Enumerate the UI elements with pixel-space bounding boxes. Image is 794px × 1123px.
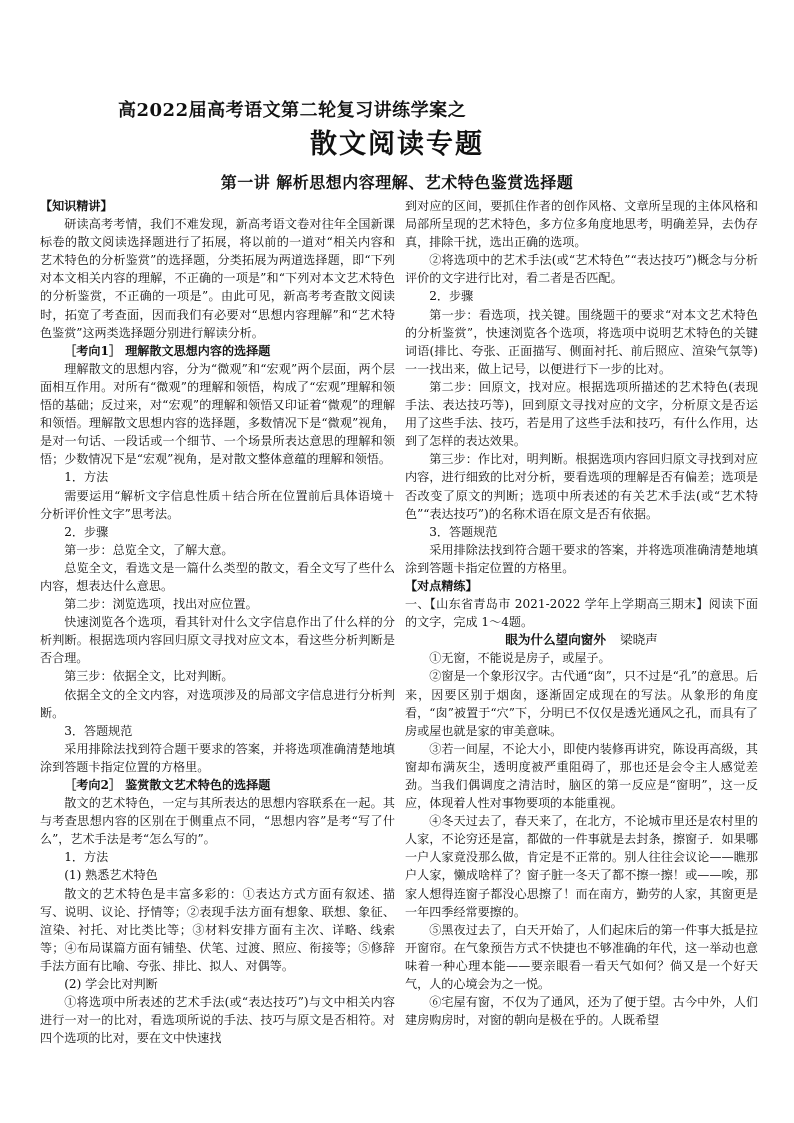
subheading: 1．方法 bbox=[64, 470, 109, 485]
paragraph: 依据全文的全文内容，对选项涉及的局部文字信息进行分析判断。 bbox=[40, 687, 395, 720]
subheading: (1) 熟悉艺术特色 bbox=[64, 868, 158, 883]
story-paragraph: ③若一间屋，不论大小，即使内装修再讲究，陈设再高级，其窗却布满灰尘，透明度被严重阻碍了，那也还是会令主人感觉差劲。当我们偶调度之清洁时，脑区的第一反应是“窗明”，这一反应，体现着人性对事物要项的本能重视。 bbox=[405, 741, 758, 811]
lecture-subtitle: 第一讲 解析思想内容理解、艺术特色鉴赏选择题 bbox=[220, 173, 574, 192]
intro-paragraph: 研读高考考情，我们不难发现，新高考语文卷对往年全国新课标卷的散文阅读选择题进行了拓展，将以前的一道对“相关内容和艺术特色的分析鉴赏”的选择题，分类拓展为两道选择题，即“下列对本文相关内容的理解，不正确的一项是”和“下列对本文艺术特色的分析鉴赏，不正确的一项是”。由此可见，新高考考查散文阅读时，拓宽了考查面，因而我们有必要对“思想内容理解”和“艺术特色鉴赏”这两类选择题分别进行解读分析。 bbox=[40, 217, 395, 340]
subheading: 3．答题规范 bbox=[429, 524, 498, 539]
title-line1: 高2022届高考语文第二轮复习讲练学案之 bbox=[118, 100, 467, 121]
section-heading-practice: 【对点精练】 bbox=[405, 578, 478, 593]
kaoxiang2-heading: ［考向2］ 鉴赏散文艺术特色的选择题 bbox=[64, 778, 271, 792]
paragraph: 理解散文的思想内容，分为“微观”和“宏观”两个层面，两个层面相互作用。对所有“微观”的理解和领悟，构成了“宏观”理解和领悟的基础；反过来，对“宏观”的理解和领悟又印证着“微观”的理解和领悟。理解散文思想内容的选择题，多数情况下是“微观”视角，是对一句话、一段话或一个细节、一个场景所表达意思的理解和领悟；少数情况下是“宏观”视角，是对散文整体意蕴的理解和领悟。 bbox=[40, 361, 395, 467]
story-paragraph: ⑥宅屋有窗，不仅为了通风，还为了便于望。古今中外，人们建房购房时，对窗的朝向是极在乎的。人既希望 bbox=[405, 995, 758, 1028]
paragraph: 总览全文，看选文是一篇什么类型的散文，看全文写了些什么内容，想表达什么意思。 bbox=[40, 560, 395, 593]
paragraph: 到对应的区间，要抓住作者的创作风格、文章所呈现的主体风格和局部所呈现的艺术特色，多方位多角度地思考，明确差异，去伪存真，排除干扰，选出正确的选项。 bbox=[405, 199, 758, 250]
paragraph: 采用排除法找到符合题干要求的答案，并将选项准确清楚地填涂到答题卡指定位置的方格里。 bbox=[405, 542, 758, 575]
paragraph: 第一步：看选项，找关键。围绕题干的要求“对本文艺术特色的分析鉴赏”，快速浏览各个选项，将选项中说明艺术特色的关键词语(排比、夸张、正面描写、侧面衬托、前后照应、渲染气氛等)一一找出来，做上记号，以便进行下一步的比对。 bbox=[405, 307, 758, 376]
right-column bbox=[405, 197, 758, 1117]
paragraph: ①将选项中所表述的艺术手法(或“表达技巧”)与文中相关内容进行一对一的比对，看选项所说的手法、技巧与原文是否相符。对四个选项的比对，要在文中快速找 bbox=[40, 995, 395, 1046]
paragraph: 需要运用“解析文字信息性质＋结合所在位置前后具体语境＋分析评价性文字”思考法。 bbox=[40, 488, 395, 521]
section-heading-knowledge: 【知识精讲】 bbox=[40, 199, 113, 213]
story-paragraph: ④冬天过去了，春天来了，在北方，不论城市里还是农村里的人家，不论穷还是富，都做的一件事就是去封条，擦窗子．如果哪一户人家竟没那么做，肯定是不正常的。别人往往会议论——瞧那户人家，懒成啥样了？窗子脏一冬天了都不擦一擦！或——唉，那家人想得连窗子都没心思擦了！而在南方，勤劳的人家，其窗更是一年四季经常要擦的。 bbox=[405, 814, 758, 919]
question-intro: 一、【山东省青岛市 2021-2022 学年上学期高三期末】阅读下面的文字，完成 1～4题。 bbox=[405, 597, 758, 630]
story-title-text: 眼为什么望向窗外 bbox=[505, 632, 606, 648]
kaoxiang1-heading: ［考向1］ 理解散文思想内容的选择题 bbox=[64, 343, 271, 358]
story-paragraph: ①无窗，不能说是房子，或屋子。 bbox=[429, 651, 611, 666]
subheading: 1．方法 bbox=[64, 850, 109, 865]
step-line: 第三步：依据全文，比对判断。 bbox=[64, 669, 234, 684]
story-paragraph: ②窗是一个象形汉字。古代通“囱”，只不过是“孔”的意思。后来，因要区别于烟囱，逐渐固定成现在的写法。从象形的角度看，“囱”被置于“穴”下，分明已不仅仅是透光通风之孔，而具有了房或屋也就是家的审美意味。 bbox=[405, 669, 758, 738]
story-paragraph: ⑤黑夜过去了，白天开始了，人们起床后的第一件事大抵是拉开窗帘。在气象预告方式不快捷也不够准确的年代，这一举动也意味着一种心理本能——要亲眼看一看天气如何？倘又是一个好天气，人的心境会为之一悦。 bbox=[405, 922, 758, 992]
left-column bbox=[40, 197, 395, 1117]
story-title bbox=[405, 631, 758, 649]
paragraph: 第三步：作比对，明判断。根据选项内容回归原文寻找到对应内容，进行细致的比对分析，要看选项的理解是否有偏差；选项是否改变了原文的判断；选项中所表述的有关艺术手法(或“艺术特色”“表达技巧”)的名称术语在原文是否有依据。 bbox=[405, 452, 758, 521]
step-line: 第二步：浏览选项，找出对应位置。 bbox=[64, 597, 258, 612]
paragraph: 采用排除法找到符合题干要求的答案，并将选项准确清楚地填涂到答题卡指定位置的方格里。 bbox=[40, 741, 395, 774]
paragraph: 第二步：回原文，找对应。根据选项所描述的艺术特色(表现手法、表达技巧等)，回到原文寻找对应的文字，分析原文是否运用了这些手法、技巧，若是用了这些手法和技巧，有什么作用，达到了怎样的表达效果。 bbox=[405, 379, 758, 449]
subheading: 3．答题规范 bbox=[64, 723, 133, 738]
paragraph: 散文的艺术特色是丰富多彩的：①表达方式方面有叙述、描写、说明、议论、抒情等；②表现手法方面有想象、联想、象征、渲染、衬托、对比类比等；③材料安排方面有主次、详略、线索等；④布局谋篇方面有铺垫、伏笔、过渡、照应、衔接等；⑤修辞手法方面有比喻、夸张、排比、拟人、对偶等。 bbox=[40, 886, 395, 973]
step-line: 第一步：总览全文，了解大意。 bbox=[64, 542, 234, 557]
subheading: 2．步骤 bbox=[429, 289, 474, 304]
paragraph: 散文的艺术特色，一定与其所表达的思想内容联系在一起。其与考查思想内容的区别在于侧重点不同，“思想内容”是考“写了什么”，艺术手法是考“怎么写的”。 bbox=[40, 796, 395, 847]
paragraph: ②将选项中的艺术手法(或“艺术特色”“表达技巧”)概念与分析评价的文字进行比对，看二者是否匹配。 bbox=[405, 253, 758, 286]
subheading: (2) 学会比对判断 bbox=[64, 977, 158, 992]
subheading: 2．步骤 bbox=[64, 524, 109, 539]
paragraph: 快速浏览各个选项，看其针对什么文字信息作出了什么样的分析判断。根据选项内容回归原文寻找对应文本，看这些分析判断是否合理。 bbox=[40, 615, 395, 666]
page-title: 散文阅读专题 bbox=[310, 129, 484, 160]
story-author: 梁晓声 bbox=[619, 632, 658, 648]
